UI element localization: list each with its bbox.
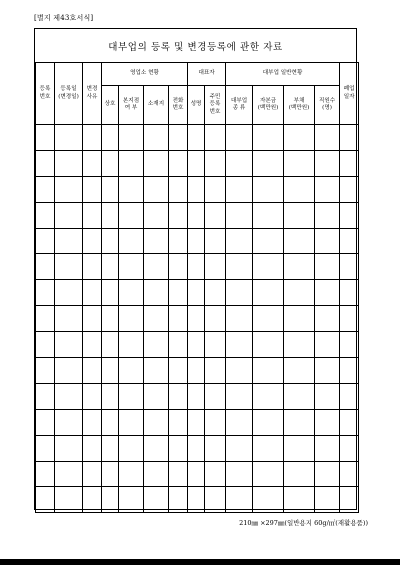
table-row xyxy=(36,150,359,176)
table-cell[interactable] xyxy=(169,176,188,202)
table-cell[interactable] xyxy=(169,487,188,513)
table-cell[interactable] xyxy=(253,150,284,176)
table-cell[interactable] xyxy=(205,176,226,202)
table-cell[interactable] xyxy=(253,383,284,409)
table-cell[interactable] xyxy=(83,383,102,409)
table-cell[interactable] xyxy=(253,358,284,384)
table-cell[interactable] xyxy=(55,409,83,435)
table-cell[interactable] xyxy=(55,487,83,513)
table-cell[interactable] xyxy=(315,383,340,409)
table-row xyxy=(36,358,359,384)
table-cell[interactable] xyxy=(144,254,169,280)
table-cell[interactable] xyxy=(36,409,55,435)
table-cell[interactable] xyxy=(102,306,119,332)
table-cell[interactable] xyxy=(253,228,284,254)
table-cell[interactable] xyxy=(36,383,55,409)
table-cell[interactable] xyxy=(36,228,55,254)
table-cell[interactable] xyxy=(83,461,102,487)
table-cell[interactable] xyxy=(102,254,119,280)
table-cell[interactable] xyxy=(55,125,83,151)
table-cell[interactable] xyxy=(102,409,119,435)
table-cell[interactable] xyxy=(340,202,359,228)
table-cell[interactable] xyxy=(144,332,169,358)
table-cell[interactable] xyxy=(119,254,144,280)
table-cell[interactable] xyxy=(253,461,284,487)
table-cell[interactable] xyxy=(188,487,205,513)
table-cell[interactable] xyxy=(102,383,119,409)
table-cell[interactable] xyxy=(253,280,284,306)
table-cell[interactable] xyxy=(226,202,253,228)
table-cell[interactable] xyxy=(226,383,253,409)
table-cell[interactable] xyxy=(284,461,315,487)
table-row xyxy=(36,487,359,513)
table-cell[interactable] xyxy=(55,332,83,358)
table-cell[interactable] xyxy=(102,332,119,358)
table-cell[interactable] xyxy=(315,306,340,332)
table-row xyxy=(36,306,359,332)
table-cell[interactable] xyxy=(205,228,226,254)
table-cell[interactable] xyxy=(102,228,119,254)
table-cell[interactable] xyxy=(83,358,102,384)
table-cell[interactable] xyxy=(226,280,253,306)
header-representative: 대표자 xyxy=(188,63,226,86)
table-cell[interactable] xyxy=(119,409,144,435)
table-cell[interactable] xyxy=(226,176,253,202)
table-cell[interactable] xyxy=(83,332,102,358)
table-cell[interactable] xyxy=(188,383,205,409)
table-cell[interactable] xyxy=(205,487,226,513)
table-cell[interactable] xyxy=(36,332,55,358)
header-business-status: 영업소 현황 xyxy=(102,63,188,86)
table-cell[interactable] xyxy=(284,254,315,280)
table-cell[interactable] xyxy=(340,332,359,358)
table-cell[interactable] xyxy=(315,487,340,513)
table-cell[interactable] xyxy=(284,332,315,358)
table-cell[interactable] xyxy=(169,125,188,151)
table-cell[interactable] xyxy=(205,202,226,228)
table-cell[interactable] xyxy=(83,254,102,280)
table-cell[interactable] xyxy=(55,150,83,176)
table-cell[interactable] xyxy=(284,306,315,332)
table-cell[interactable] xyxy=(169,358,188,384)
table-cell[interactable] xyxy=(102,176,119,202)
table-cell[interactable] xyxy=(226,125,253,151)
table-cell[interactable] xyxy=(205,254,226,280)
table-row xyxy=(36,228,359,254)
registration-form xyxy=(34,28,357,510)
table-cell[interactable] xyxy=(205,125,226,151)
table-cell[interactable] xyxy=(253,254,284,280)
table-cell[interactable] xyxy=(315,228,340,254)
table-cell[interactable] xyxy=(144,176,169,202)
table-cell[interactable] xyxy=(284,202,315,228)
table-cell[interactable] xyxy=(315,176,340,202)
table-cell[interactable] xyxy=(144,358,169,384)
table-cell[interactable] xyxy=(36,435,55,461)
table-cell[interactable] xyxy=(169,332,188,358)
table-cell[interactable] xyxy=(340,176,359,202)
table-cell[interactable] xyxy=(188,228,205,254)
table-cell[interactable] xyxy=(102,358,119,384)
table-cell[interactable] xyxy=(205,150,226,176)
table-cell[interactable] xyxy=(226,461,253,487)
table-cell[interactable] xyxy=(169,383,188,409)
table-cell[interactable] xyxy=(119,435,144,461)
table-cell[interactable] xyxy=(36,461,55,487)
table-cell[interactable] xyxy=(83,487,102,513)
table-cell[interactable] xyxy=(315,280,340,306)
table-cell[interactable] xyxy=(188,306,205,332)
form-label: [별지 제43호서식] xyxy=(34,14,94,22)
table-cell[interactable] xyxy=(169,150,188,176)
table-cell[interactable] xyxy=(169,254,188,280)
table-cell[interactable] xyxy=(340,383,359,409)
table-cell[interactable] xyxy=(205,409,226,435)
table-cell[interactable] xyxy=(188,176,205,202)
table-cell[interactable] xyxy=(315,254,340,280)
table-cell[interactable] xyxy=(55,435,83,461)
table-cell[interactable] xyxy=(188,280,205,306)
table-cell[interactable] xyxy=(205,306,226,332)
table-cell[interactable] xyxy=(188,358,205,384)
table-cell[interactable] xyxy=(36,254,55,280)
table-cell[interactable] xyxy=(169,409,188,435)
header-resident-no: 주민 등록 번호 xyxy=(205,86,226,125)
table-cell[interactable] xyxy=(188,409,205,435)
table-cell[interactable] xyxy=(169,280,188,306)
form-title: 대부업의 등록 및 변경등록에 관한 자료 xyxy=(35,29,356,63)
table-cell[interactable] xyxy=(340,228,359,254)
table-cell[interactable] xyxy=(83,176,102,202)
bottom-bar xyxy=(0,559,400,565)
header-change-reason: 변경 사유 xyxy=(83,63,102,125)
table-cell[interactable] xyxy=(226,254,253,280)
table-cell[interactable] xyxy=(36,487,55,513)
table-cell[interactable] xyxy=(169,306,188,332)
table-cell[interactable] xyxy=(119,176,144,202)
table-cell[interactable] xyxy=(55,383,83,409)
table-cell[interactable] xyxy=(119,461,144,487)
table-cell[interactable] xyxy=(36,202,55,228)
table-cell[interactable] xyxy=(253,409,284,435)
table-cell[interactable] xyxy=(119,487,144,513)
table-cell[interactable] xyxy=(284,176,315,202)
table-cell[interactable] xyxy=(315,202,340,228)
table-cell[interactable] xyxy=(83,150,102,176)
table-cell[interactable] xyxy=(55,228,83,254)
table-cell[interactable] xyxy=(340,461,359,487)
table-cell[interactable] xyxy=(188,150,205,176)
table-cell[interactable] xyxy=(226,332,253,358)
table-cell[interactable] xyxy=(102,125,119,151)
table-cell[interactable] xyxy=(55,176,83,202)
table-cell[interactable] xyxy=(119,202,144,228)
table-row xyxy=(36,409,359,435)
table-cell[interactable] xyxy=(340,358,359,384)
table-row xyxy=(36,435,359,461)
table-cell[interactable] xyxy=(284,150,315,176)
table-cell[interactable] xyxy=(226,306,253,332)
table-cell[interactable] xyxy=(55,461,83,487)
table-cell[interactable] xyxy=(55,280,83,306)
table-cell[interactable] xyxy=(83,306,102,332)
table-row xyxy=(36,332,359,358)
table-cell[interactable] xyxy=(188,202,205,228)
header-trade-name: 상호 xyxy=(102,86,119,125)
header-rep-name: 성명 xyxy=(188,86,205,125)
table-cell[interactable] xyxy=(36,280,55,306)
table-cell[interactable] xyxy=(119,280,144,306)
table-cell[interactable] xyxy=(284,358,315,384)
table-cell[interactable] xyxy=(226,228,253,254)
table-cell[interactable] xyxy=(36,358,55,384)
table-cell[interactable] xyxy=(315,461,340,487)
table-row xyxy=(36,254,359,280)
table-cell[interactable] xyxy=(284,228,315,254)
table-cell[interactable] xyxy=(144,461,169,487)
table-cell[interactable] xyxy=(144,487,169,513)
table-cell[interactable] xyxy=(55,254,83,280)
table-cell[interactable] xyxy=(188,125,205,151)
table-cell[interactable] xyxy=(315,358,340,384)
header-closure-date: 폐업 일자 xyxy=(340,63,359,125)
registration-table xyxy=(35,62,359,513)
table-cell[interactable] xyxy=(340,487,359,513)
table-row xyxy=(36,176,359,202)
table-cell[interactable] xyxy=(36,306,55,332)
header-location: 소재지 xyxy=(144,86,169,125)
table-cell[interactable] xyxy=(144,228,169,254)
table-cell[interactable] xyxy=(188,332,205,358)
table-cell[interactable] xyxy=(188,435,205,461)
table-cell[interactable] xyxy=(144,280,169,306)
header-employees: 직원수 (명) xyxy=(315,86,340,125)
table-cell[interactable] xyxy=(253,202,284,228)
table-cell[interactable] xyxy=(144,202,169,228)
table-cell[interactable] xyxy=(284,409,315,435)
table-cell[interactable] xyxy=(340,254,359,280)
table-cell[interactable] xyxy=(169,202,188,228)
table-row xyxy=(36,202,359,228)
header-hq-branch: 본지점 여 부 xyxy=(119,86,144,125)
table-cell[interactable] xyxy=(340,409,359,435)
table-cell[interactable] xyxy=(119,306,144,332)
table-cell[interactable] xyxy=(284,280,315,306)
table-cell[interactable] xyxy=(205,358,226,384)
table-row xyxy=(36,125,359,151)
table-cell[interactable] xyxy=(55,306,83,332)
table-cell[interactable] xyxy=(144,383,169,409)
header-reg-date: 등록일 (변경일) xyxy=(55,63,83,125)
table-cell[interactable] xyxy=(144,435,169,461)
table-cell[interactable] xyxy=(226,150,253,176)
table-cell[interactable] xyxy=(226,409,253,435)
table-cell[interactable] xyxy=(83,228,102,254)
table-cell[interactable] xyxy=(253,306,284,332)
table-row xyxy=(36,280,359,306)
table-cell[interactable] xyxy=(83,202,102,228)
paper-size-note: 210㎜ ×297㎜(일반용지 60g/㎡(재활용품)) xyxy=(239,519,368,527)
table-cell[interactable] xyxy=(144,306,169,332)
table-cell[interactable] xyxy=(83,125,102,151)
table-cell[interactable] xyxy=(284,435,315,461)
table-cell[interactable] xyxy=(102,487,119,513)
table-cell[interactable] xyxy=(340,280,359,306)
table-cell[interactable] xyxy=(119,150,144,176)
table-cell[interactable] xyxy=(102,435,119,461)
table-cell[interactable] xyxy=(144,150,169,176)
header-capital: 자본금 (백만원) xyxy=(253,86,284,125)
header-business-type: 대부업 종 류 xyxy=(226,86,253,125)
table-cell[interactable] xyxy=(55,358,83,384)
table-cell[interactable] xyxy=(188,461,205,487)
table-cell[interactable] xyxy=(340,150,359,176)
table-cell[interactable] xyxy=(102,461,119,487)
table-cell[interactable] xyxy=(169,228,188,254)
header-phone: 전화 번호 xyxy=(169,86,188,125)
table-cell[interactable] xyxy=(253,125,284,151)
table-cell[interactable] xyxy=(253,487,284,513)
table-cell[interactable] xyxy=(169,435,188,461)
table-row xyxy=(36,383,359,409)
table-cell[interactable] xyxy=(284,383,315,409)
table-cell[interactable] xyxy=(102,280,119,306)
table-cell[interactable] xyxy=(36,176,55,202)
table-cell[interactable] xyxy=(119,358,144,384)
table-cell[interactable] xyxy=(119,383,144,409)
table-cell[interactable] xyxy=(119,332,144,358)
table-cell[interactable] xyxy=(205,461,226,487)
table-cell[interactable] xyxy=(284,125,315,151)
table-cell[interactable] xyxy=(55,202,83,228)
table-cell[interactable] xyxy=(144,409,169,435)
table-cell[interactable] xyxy=(83,409,102,435)
table-cell[interactable] xyxy=(340,435,359,461)
table-cell[interactable] xyxy=(205,332,226,358)
table-cell[interactable] xyxy=(284,487,315,513)
table-cell[interactable] xyxy=(315,435,340,461)
header-liabilities: 부채 (백만원) xyxy=(284,86,315,125)
table-cell[interactable] xyxy=(226,358,253,384)
table-cell[interactable] xyxy=(205,435,226,461)
table-cell[interactable] xyxy=(226,435,253,461)
table-cell[interactable] xyxy=(188,254,205,280)
table-cell[interactable] xyxy=(315,332,340,358)
table-cell[interactable] xyxy=(315,150,340,176)
table-cell[interactable] xyxy=(36,150,55,176)
table-cell[interactable] xyxy=(340,306,359,332)
table-cell[interactable] xyxy=(119,228,144,254)
table-cell[interactable] xyxy=(144,125,169,151)
table-cell[interactable] xyxy=(340,125,359,151)
table-cell[interactable] xyxy=(253,435,284,461)
table-cell[interactable] xyxy=(36,125,55,151)
table-cell[interactable] xyxy=(253,332,284,358)
table-cell[interactable] xyxy=(169,461,188,487)
table-cell[interactable] xyxy=(102,150,119,176)
table-cell[interactable] xyxy=(205,383,226,409)
table-cell[interactable] xyxy=(315,409,340,435)
table-cell[interactable] xyxy=(83,435,102,461)
header-general-status: 대부업 일반현황 xyxy=(226,63,340,86)
table-cell[interactable] xyxy=(226,487,253,513)
header-reg-no: 등록 번호 xyxy=(36,63,55,125)
table-cell[interactable] xyxy=(83,280,102,306)
table-row xyxy=(36,461,359,487)
table-cell[interactable] xyxy=(253,176,284,202)
table-cell[interactable] xyxy=(102,202,119,228)
table-cell[interactable] xyxy=(205,280,226,306)
table-cell[interactable] xyxy=(119,125,144,151)
table-cell[interactable] xyxy=(315,125,340,151)
